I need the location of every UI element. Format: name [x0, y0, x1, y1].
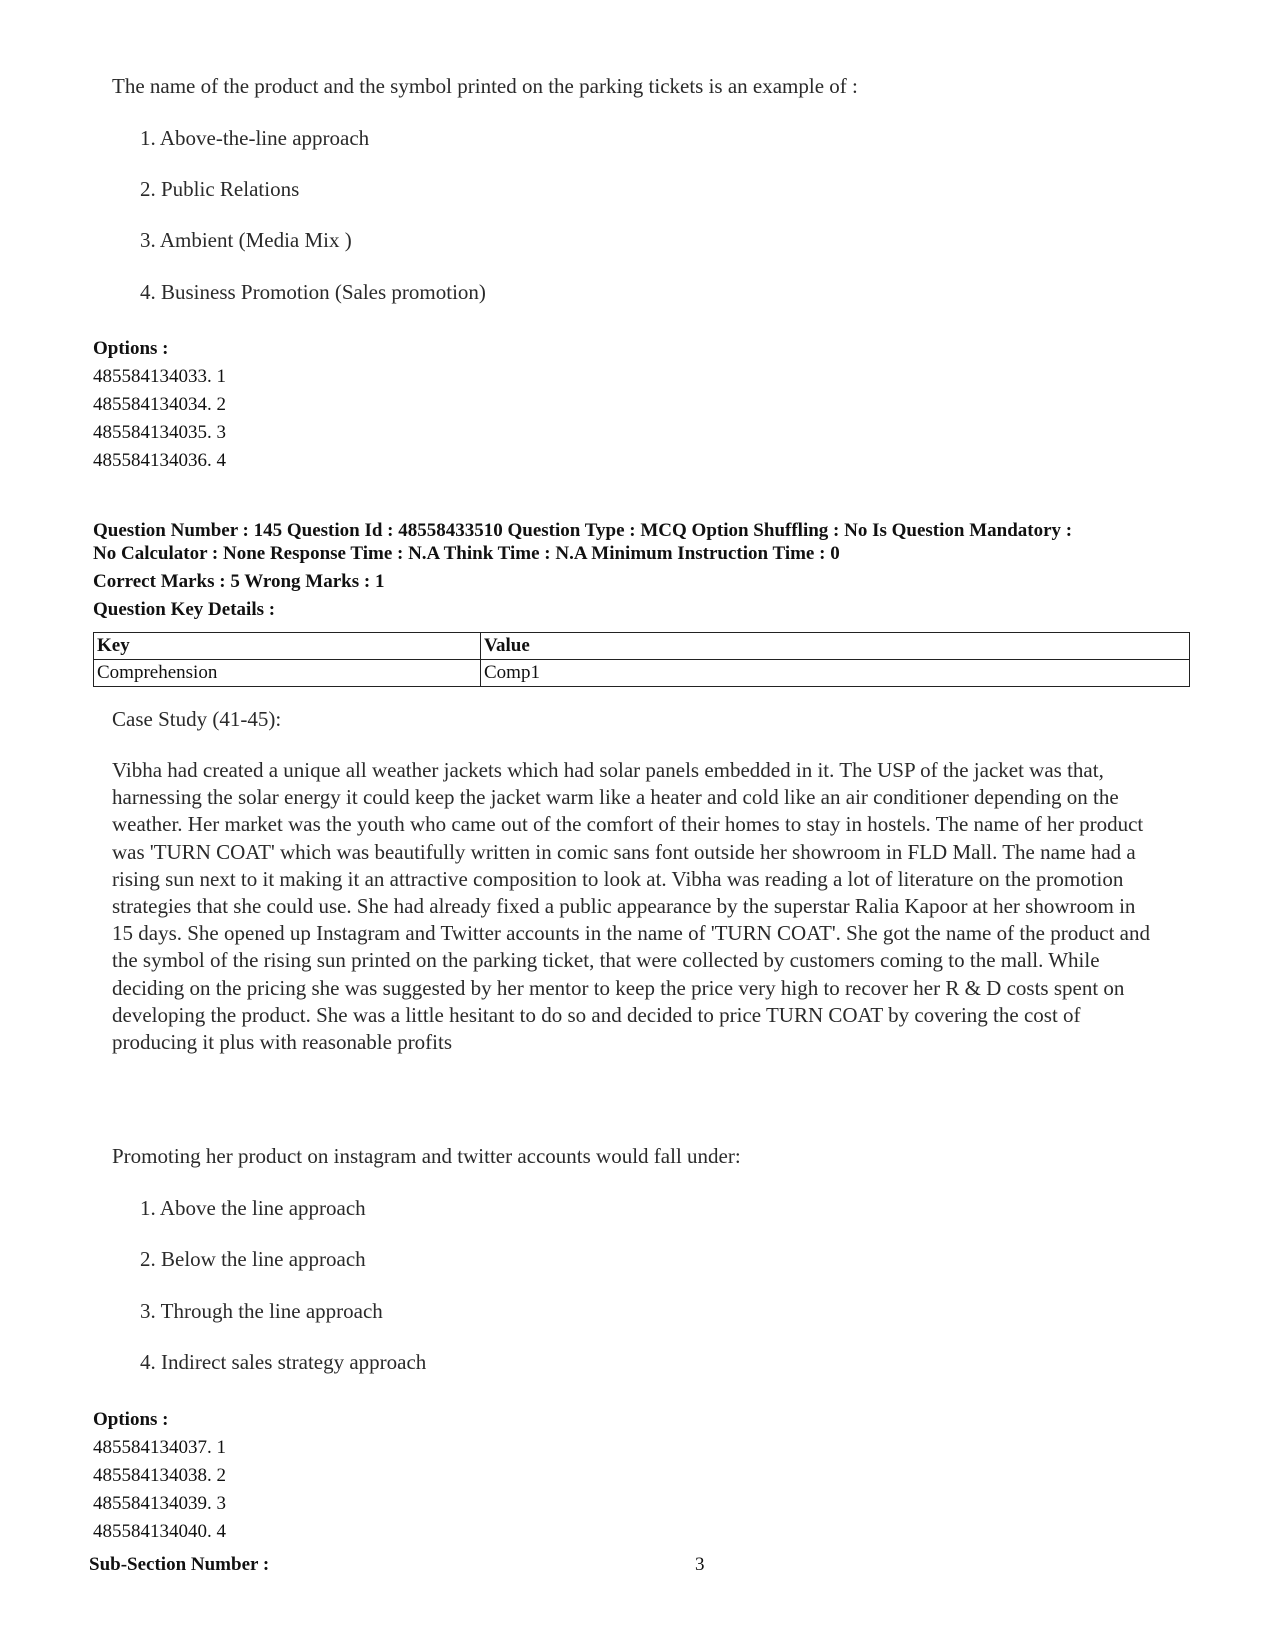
table-row	[94, 660, 1190, 687]
table-header-row	[94, 633, 1190, 660]
page-number: 3	[695, 1554, 705, 1575]
table-header-value: Value	[481, 633, 1190, 660]
question-meta-line: Question Number : 145 Question Id : 48558433510 Question Type : MCQ Option Shuffling : No Is Question Mandatory :	[93, 520, 1073, 541]
option-item: 485584134037. 1	[93, 1437, 226, 1458]
options-label: Options :	[93, 338, 169, 359]
table-header-key: Key	[94, 633, 481, 660]
question-text: The name of the product and the symbol printed on the parking tickets is an example of :	[112, 74, 858, 98]
option-item: 485584134034. 2	[93, 394, 226, 415]
choice-item: 1. Above-the-line approach	[140, 126, 370, 150]
choice-item: 3. Through the line approach	[140, 1299, 383, 1323]
case-study-passage: Vibha had created a unique all weather jackets which had solar panels embedded in it. The USP of the jacket was that, harnessing the solar energy it could keep the jacket warm like a heater and cold like an air conditioner depending on the weather. Her market was the youth who came out of the comfort of their homes to stay in hostels. The name of her product was 'TURN COAT' which was beautifully written in comic sans font outside her showroom in FLD Mall. The name had a rising sun next to it making it an attractive composition to look at. Vibha was reading a lot of literature on the promotion strategies that she could use. She had already fixed a public appearance by the superstar Ralia Kapoor at her showroom in 15 days. She opened up Instagram and Twitter accounts in the name of 'TURN COAT'. She got the name of the product and the symbol of the rising sun printed on the parking ticket, that were collected by customers coming to the mall. While deciding on the pricing she was suggested by her mentor to keep the price very high to recover her R & D costs spent on developing the product. She was a little hesitant to do so and decided to price TURN COAT by covering the cost of producing it plus with reasonable profits	[112, 758, 1150, 1055]
choice-item: 4. Business Promotion (Sales promotion)	[140, 280, 486, 304]
table-cell-value: Comp1	[481, 660, 1190, 687]
option-item: 485584134038. 2	[93, 1465, 226, 1486]
option-item: 485584134039. 3	[93, 1493, 226, 1514]
question-meta-line: No Calculator : None Response Time : N.A Think Time : N.A Minimum Instruction Time : 0	[93, 543, 840, 564]
choice-item: 2. Public Relations	[140, 177, 300, 201]
table-cell-key: Comprehension	[94, 660, 481, 687]
choice-item: 2. Below the line approach	[140, 1247, 366, 1271]
option-item: 485584134033. 1	[93, 366, 226, 387]
option-item: 485584134035. 3	[93, 422, 226, 443]
choice-item: 3. Ambient (Media Mix )	[140, 228, 352, 252]
option-item: 485584134040. 4	[93, 1521, 226, 1542]
key-details-label: Question Key Details :	[93, 599, 276, 620]
subsection-number-label: Sub-Section Number :	[89, 1554, 270, 1575]
options-label: Options :	[93, 1409, 169, 1430]
choice-item: 4. Indirect sales strategy approach	[140, 1350, 427, 1374]
question-text: Promoting her product on instagram and twitter accounts would fall under:	[112, 1144, 741, 1168]
choice-item: 1. Above the line approach	[140, 1196, 366, 1220]
option-item: 485584134036. 4	[93, 450, 226, 471]
key-details-table	[93, 632, 1190, 687]
question-marks: Correct Marks : 5 Wrong Marks : 1	[93, 571, 385, 592]
case-study-title: Case Study (41-45):	[112, 707, 282, 731]
